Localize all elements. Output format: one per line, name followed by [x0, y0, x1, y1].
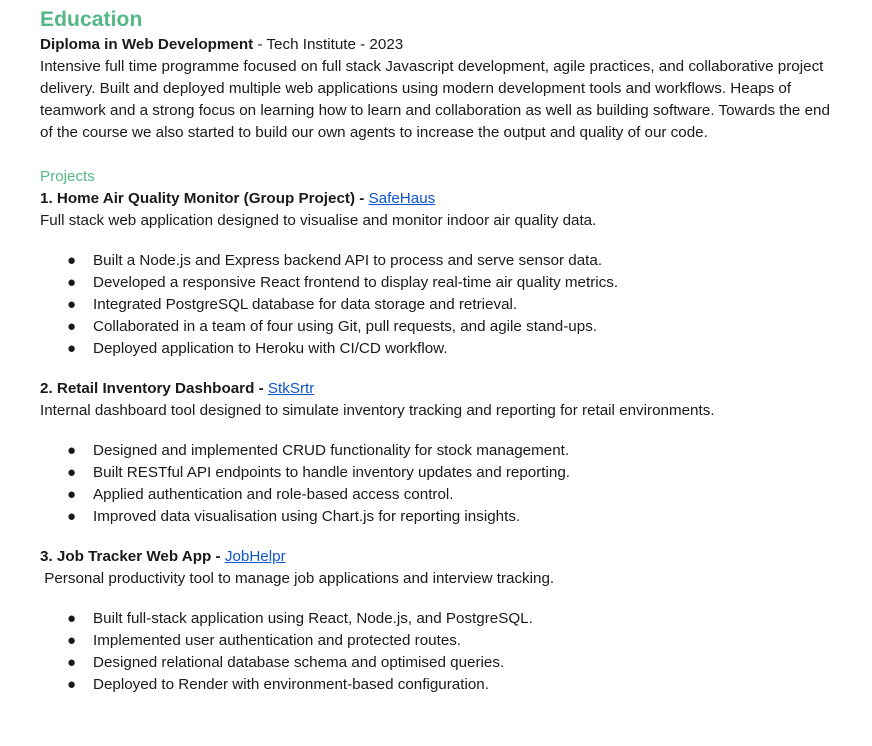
project-summary: Full stack web application designed to visualise and monitor indoor air quality data. [40, 212, 597, 229]
bullet-icon: ● [67, 610, 77, 627]
list-item: ● Built full-stack application using React, Node.js, and PostgreSQL. [40, 608, 832, 630]
list-item: ● Designed relational database schema and optimised queries. [40, 652, 832, 674]
project-link-stksrtr[interactable]: StkSrtr [267, 380, 315, 397]
bullet-icon: ● [67, 654, 77, 671]
project-title-line [40, 378, 832, 400]
list-item: ● Deployed application to Heroku with CI/CD workflow. [40, 338, 832, 360]
bullet-icon: ● [67, 296, 77, 313]
project-2 [40, 378, 832, 528]
list-item: ● Built RESTful API endpoints to handle inventory updates and reporting. [40, 462, 832, 484]
list-item: ● Applied authentication and role-based access control. [40, 484, 832, 506]
project-title: 2. Retail Inventory Dashboard - [40, 380, 268, 397]
list-item: ● Collaborated in a team of four using Git, pull requests, and agile stand-ups. [40, 316, 832, 338]
bullet-icon: ● [67, 340, 77, 357]
diploma-meta: - Tech Institute - 2023 [253, 36, 404, 53]
project-2-bullets [40, 440, 832, 528]
education-heading: Education [40, 8, 143, 31]
project-1 [40, 188, 832, 360]
bullet-icon: ● [67, 632, 77, 649]
bullet-icon: ● [67, 274, 77, 291]
bullet-icon: ● [67, 318, 77, 335]
bullet-icon: ● [67, 676, 77, 693]
list-item: ● Built a Node.js and Express backend API to process and serve sensor data. [40, 250, 832, 272]
list-item: ● Improved data visualisation using Chart.js for reporting insights. [40, 506, 832, 528]
project-3-bullets [40, 608, 832, 696]
bullet-icon: ● [67, 252, 77, 269]
project-3 [40, 546, 832, 696]
list-item: ● Designed and implemented CRUD functionality for stock management. [40, 440, 832, 462]
project-title-line [40, 188, 832, 210]
bullet-icon: ● [67, 486, 77, 503]
bullet-icon: ● [67, 442, 77, 459]
project-title: 3. Job Tracker Web App - [40, 548, 225, 565]
project-title: 1. Home Air Quality Monitor (Group Project) - [40, 190, 369, 207]
list-item: ● Integrated PostgreSQL database for data storage and retrieval. [40, 294, 832, 316]
project-summary: Personal productivity tool to manage job applications and interview tracking. [40, 570, 555, 587]
diploma-title: Diploma in Web Development [40, 36, 254, 53]
diploma-line [40, 34, 832, 56]
list-item: ● Implemented user authentication and protected routes. [40, 630, 832, 652]
list-item: ● Developed a responsive React frontend to display real-time air quality metrics. [40, 272, 832, 294]
list-item: ● Deployed to Render with environment-based configuration. [40, 674, 832, 696]
project-title-line [40, 546, 832, 568]
project-link-jobhelpr[interactable]: JobHelpr [224, 548, 286, 565]
bullet-icon: ● [67, 508, 77, 525]
projects-heading: Projects [40, 168, 95, 185]
bullet-icon: ● [67, 464, 77, 481]
education-description: Intensive full time programme focused on full stack Javascript development, agile practices, and collaborative project delivery. Built and deployed multiple web applications using modern development tools and workflows. Heaps of teamwork and a strong focus on learning how to learn and collaboration as well as building software. Towards the end of the course we also started to build our own agents to increase the output and quality of our code. [40, 58, 830, 141]
project-summary: Internal dashboard tool designed to simulate inventory tracking and reporting for retail environments. [40, 402, 715, 419]
project-1-bullets [40, 250, 832, 360]
project-link-safehaus[interactable]: SafeHaus [368, 190, 436, 207]
